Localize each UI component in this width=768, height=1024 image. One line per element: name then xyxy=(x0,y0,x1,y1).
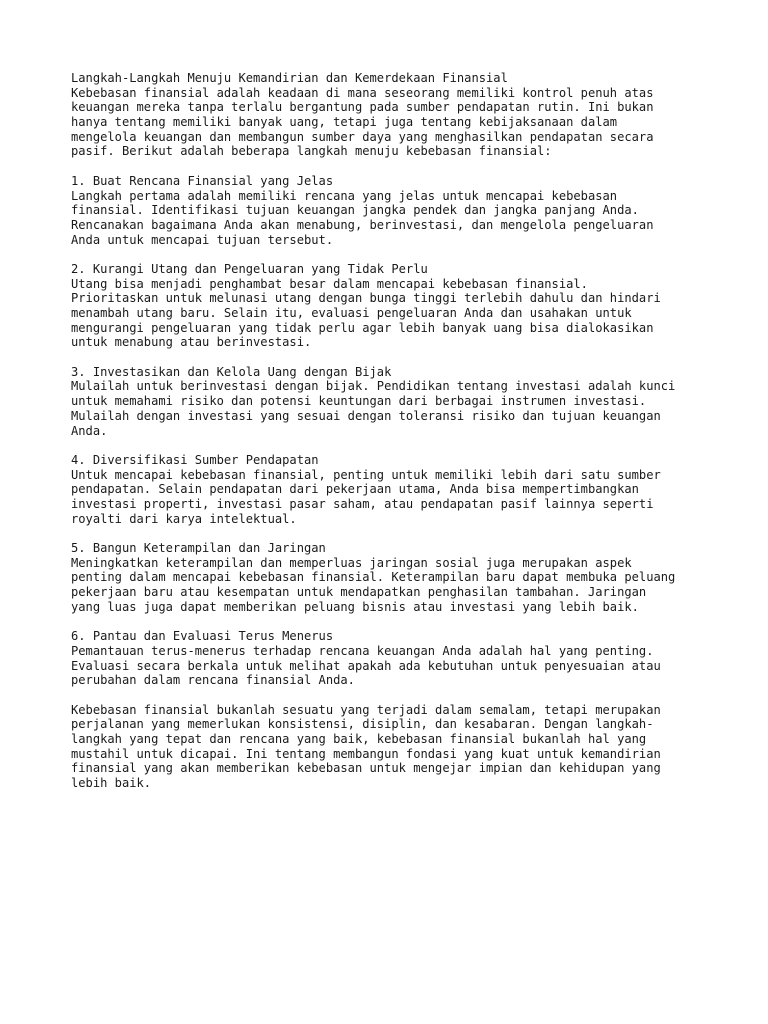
section-3 xyxy=(71,365,711,438)
intro-line: hanya tentang memiliki banyak uang, tetapi juga tentang kebijaksanaan dalam xyxy=(71,115,618,130)
section-line: Langkah pertama adalah memiliki rencana yang jelas untuk mencapai kebebasan xyxy=(71,188,618,203)
document-page xyxy=(71,71,711,805)
section-line: penting dalam mencapai kebebasan finansial. Keterampilan baru dapat membuka peluang xyxy=(71,570,676,585)
section-1 xyxy=(71,174,711,247)
conclusion-line: langkah yang tepat dan rencana yang baik, kebebasan finansial bukanlah hal yang xyxy=(71,731,647,746)
section-6 xyxy=(71,629,711,688)
section-line: Rencanakan bagaimana Anda akan menabung, berinvestasi, dan mengelola pengeluaran xyxy=(71,217,654,232)
intro-line: pasif. Berikut adalah beberapa langkah menuju kebebasan finansial: xyxy=(71,144,552,159)
conclusion-block xyxy=(71,703,711,791)
section-line: Pemantauan terus-menerus terhadap rencana keuangan Anda adalah hal yang penting. xyxy=(71,643,654,658)
section-2 xyxy=(71,262,711,350)
section-4 xyxy=(71,453,711,526)
intro-line: keuangan mereka tanpa terlalu bergantung pada sumber pendapatan rutin. Ini bukan xyxy=(71,100,654,115)
conclusion-line: perjalanan yang memerlukan konsistensi, disiplin, dan kesabaran. Dengan langkah- xyxy=(71,717,654,732)
section-line: pekerjaan baru atau kesempatan untuk mendapatkan penghasilan tambahan. Jaringan xyxy=(71,585,647,600)
section-line: Untuk mencapai kebebasan finansial, penting untuk memiliki lebih dari satu sumber xyxy=(71,467,661,482)
section-line: Utang bisa menjadi penghambat besar dalam mencapai kebebasan finansial. xyxy=(71,276,588,291)
section-line: mengurangi pengeluaran yang tidak perlu agar lebih banyak uang bisa dialokasikan xyxy=(71,320,654,335)
section-line: Mulailah untuk berinvestasi dengan bijak. Pendidikan tentang investasi adalah kunci xyxy=(71,379,676,394)
section-line: Mulailah dengan investasi yang sesuai dengan toleransi risiko dan tujuan keuangan xyxy=(71,408,661,423)
section-line: Evaluasi secara berkala untuk melihat apakah ada kebutuhan untuk penyesuaian atau xyxy=(71,658,661,673)
section-heading: 1. Buat Rencana Finansial yang Jelas xyxy=(71,173,334,188)
section-heading: 4. Diversifikasi Sumber Pendapatan xyxy=(71,452,319,467)
intro-line: mengelola keuangan dan membangun sumber daya yang menghasilkan pendapatan secara xyxy=(71,129,654,144)
section-line: yang luas juga dapat memberikan peluang bisnis atau investasi yang lebih baik. xyxy=(71,599,639,614)
intro-line: Kebebasan finansial adalah keadaan di mana seseorang memiliki kontrol penuh atas xyxy=(71,85,654,100)
section-line: Anda. xyxy=(71,423,108,438)
conclusion-line: Kebebasan finansial bukanlah sesuatu yang terjadi dalam semalam, tetapi merupakan xyxy=(71,702,661,717)
section-line: investasi properti, investasi pasar saham, atau pendapatan pasif lainnya seperti xyxy=(71,496,654,511)
section-line: finansial. Identifikasi tujuan keuangan jangka pendek dan jangka panjang Anda. xyxy=(71,203,639,218)
section-line: pendapatan. Selain pendapatan dari pekerjaan utama, Anda bisa mempertimbangkan xyxy=(71,482,639,497)
intro-block xyxy=(71,71,711,159)
section-line: Meningkatkan keterampilan dan memperluas jaringan sosial juga merupakan aspek xyxy=(71,555,632,570)
section-line: untuk memahami risiko dan potensi keuntungan dari berbagai instrumen investasi. xyxy=(71,394,647,409)
section-line: menambah utang baru. Selain itu, evaluasi pengeluaran Anda dan usahakan untuk xyxy=(71,306,632,320)
section-line: royalti dari karya intelektual. xyxy=(71,511,297,526)
document-title: Langkah-Langkah Menuju Kemandirian dan Kemerdekaan Finansial xyxy=(71,71,508,85)
section-heading: 3. Investasikan dan Kelola Uang dengan Bijak xyxy=(71,364,392,379)
section-line: perubahan dalam rencana finansial Anda. xyxy=(71,673,355,688)
section-heading: 6. Pantau dan Evaluasi Terus Menerus xyxy=(71,629,334,644)
section-5 xyxy=(71,541,711,614)
conclusion-line: mustahil untuk dicapai. Ini tentang membangun fondasi yang kuat untuk kemandirian xyxy=(71,746,661,761)
conclusion-line: finansial yang akan memberikan kebebasan untuk mengejar impian dan kehidupan yang xyxy=(71,761,661,776)
section-line: Anda untuk mencapai tujuan tersebut. xyxy=(71,232,334,247)
section-line: Prioritaskan untuk melunasi utang dengan bunga tinggi terlebih dahulu dan hindari xyxy=(71,291,661,306)
section-line: untuk menabung atau berinvestasi. xyxy=(71,335,312,350)
section-heading: 5. Bangun Keterampilan dan Jaringan xyxy=(71,541,326,555)
conclusion-line: lebih baik. xyxy=(71,776,152,790)
section-heading: 2. Kurangi Utang dan Pengeluaran yang Tidak Perlu xyxy=(71,261,428,276)
